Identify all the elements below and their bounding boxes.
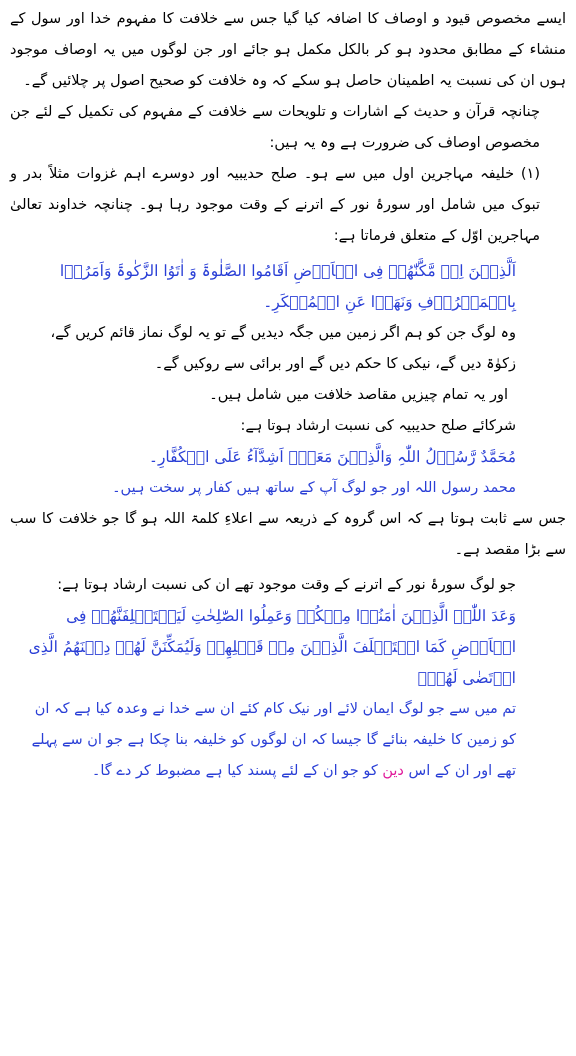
quran-verse-3-translation <box>10 694 566 787</box>
quran-verse-3: وَعَدَ اللّٰہُ الَّذِیۡنَ اٰمَنُوۡا مِنۡکُمۡ وَعَمِلُوا الصّٰلِحٰتِ لَیَسۡتَخۡلِفَنَّھُمۡ فِی الۡاَرۡضِ کَمَا اسۡتَخۡلَفَ الَّذِیۡنَ مِنۡ قَبۡلِھِمۡ وَلَیُمَکِّنَنَّ لَھُمۡ دِیۡنَھُمُ الَّذِی ارۡتَضٰی لَھُمۡ۔ <box>28 607 516 687</box>
quran-verse-2-translation: محمد رسول اللہ اور جو لوگ آپ کے ساتھ ہیں کفار پر سخت ہیں۔ <box>112 480 516 496</box>
line-goals-of-khilafat: اور یہ تمام چیزیں مقاصد خلافت میں شامل ہیں۔ <box>209 387 508 403</box>
paragraph-proof: جس سے ثابت ہوتا ہے کہ اس گروہ کے ذریعہ سے اعلاءِ کلمۃ اللہ ہو گا جو خلافت کا سب سے بڑا مقصد ہے۔ <box>10 511 566 558</box>
quran-verse-1-translation: وہ لوگ جن کو ہم اگر زمین میں جگہ دیدیں گے تو یہ لوگ نماز قائم کریں گے، زکوٰۃ دیں گے، نیکی کا حکم دیں گے اور برائی سے روکیں گے۔ <box>50 325 516 372</box>
paragraph-attributes-intro: چنانچہ قرآن و حدیث کے اشارات و تلویحات سے خلافت کے مفہوم کی تکمیل کے لئے جن مخصوص اوصاف کی ضرورت ہے وہ یہ ہیں: <box>10 104 540 151</box>
quran-verse-1: اَلَّذِیۡنَ اِنۡ مَّکَّنّٰھُمۡ فِی الۡاَرۡضِ اَقَامُوا الصَّلٰوۃَ وَ اٰتَوُا الزَّکٰوۃَ وَاَمَرُوۡا بِالۡمَعۡرُوۡفِ وَنَھَوۡا عَنِ الۡمُنۡکَرِ۔ <box>59 262 516 311</box>
heading-surah-nur: جو لوگ سورۂ نور کے اترنے کے وقت موجود تھے ان کی نسبت ارشاد ہوتا ہے: <box>57 577 516 593</box>
highlighted-word: دین <box>382 763 404 779</box>
translation-text-part2: کو جو ان کے لئے پسند کیا ہے مضبوط کر دے گا۔ <box>91 763 383 779</box>
translation-text-part1: تم میں سے جو لوگ ایمان لائے اور نیک کام کئے ان سے خدا نے وعدہ کیا ہے کہ ان کو زمین کا خلیفہ بنائے گا جیسا کہ ان لوگوں کو خلیفہ بنا چکا ہے جو ان سے پہلے تھے اور ان کے اس <box>31 701 516 779</box>
heading-hudaibiya: شرکائے صلح حدیبیہ کی نسبت ارشاد ہوتا ہے: <box>240 418 516 434</box>
quran-verse-2: مُحَمَّدٌ رَّسُوۡلُ اللّٰہِ وَالَّذِیۡنَ مَعَہٗۤ اَشِدَّآءُ عَلَی الۡکُفَّارِ۔ <box>148 448 516 466</box>
paragraph-first-condition: (۱) خلیفہ مہاجرین اول میں سے ہو۔ صلح حدیبیہ اور دوسرے اہم غزوات مثلاً بدر و تبوک میں شامل اور سورۂ نور کے اترنے کے وقت موجود رہا ہو۔ چنانچہ خداوند تعالیٰ مہاجرین اوّل کے متعلق فرماتا ہے: <box>10 166 540 244</box>
paragraph-intro: ایسے مخصوص قیود و اوصاف کا اضافہ کیا گیا جس سے خلافت کا مفہوم خدا اور سول کے منشاء کے مطابق محدود ہو کر بالکل مکمل ہو جائے اور جن لوگوں میں یہ اوصاف موجود ہوں ان کی نسبت یہ اطمینان حاصل ہو سکے کہ وہ خلافت کو صحیح اصول پر چلائیں گے۔ <box>10 11 566 89</box>
